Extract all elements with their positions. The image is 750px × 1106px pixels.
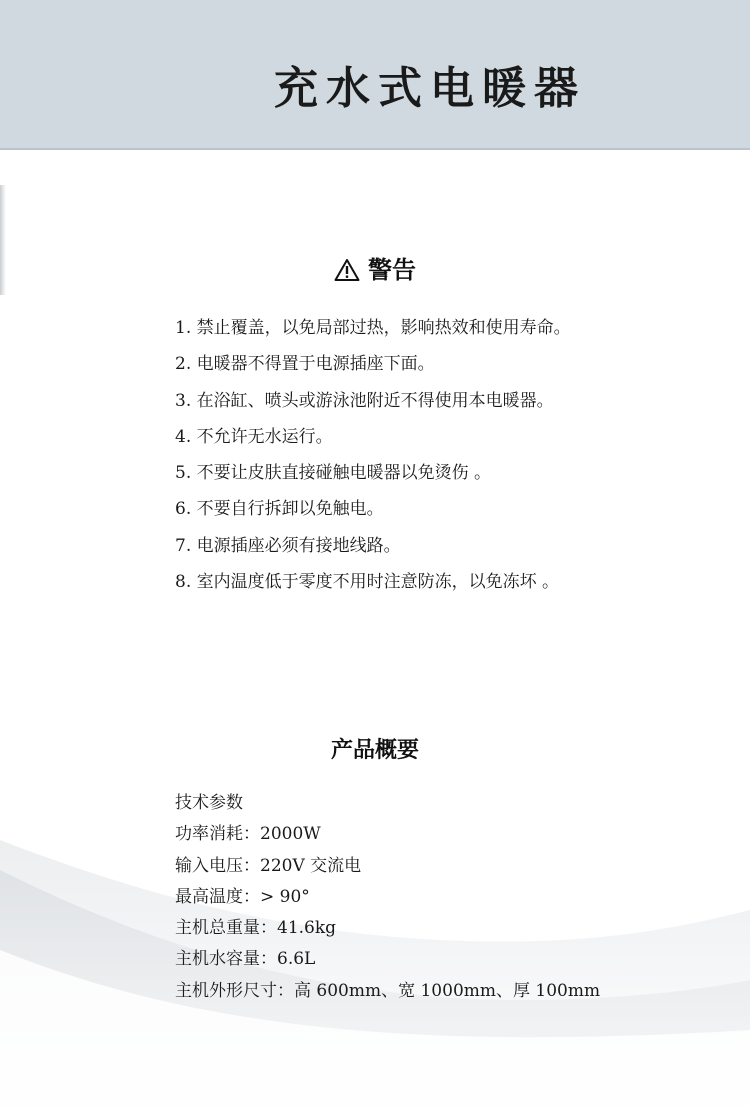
overview-heading: 产品概要 <box>330 738 419 763</box>
warning-item: 4. 不允许无水运行。 <box>175 426 333 447</box>
warning-heading <box>0 250 750 288</box>
warning-item: 7. 电源插座必须有接地线路。 <box>175 535 401 556</box>
warning-item: 8. 室内温度低于零度不用时注意防冻，以免冻坏 。 <box>175 572 560 593</box>
spec-row: 最高温度：> 90° <box>175 886 310 907</box>
spec-row: 主机水容量：6.6L <box>175 949 316 970</box>
spec-block <box>175 788 735 1007</box>
warning-list <box>175 313 735 603</box>
spec-row: 功率消耗：2000W <box>175 824 321 845</box>
spec-row: 输入电压：220V 交流电 <box>175 855 362 876</box>
warning-item: 3. 在浴缸、喷头或游泳池附近不得使用本电暖器。 <box>175 390 554 411</box>
warning-item: 5. 不要让皮肤直接碰触电暖器以免烫伤 。 <box>175 463 492 484</box>
warning-heading-label: 警告 <box>368 256 416 284</box>
spec-row: 主机外形尺寸：高 600mm、宽 1000mm、厚 100mm <box>175 980 601 1001</box>
warning-item: 1. 禁止覆盖，以免局部过热，影响热效和使用寿命。 <box>175 318 571 338</box>
warning-item: 6. 不要自行拆卸以免触电。 <box>175 499 384 520</box>
warning-item: 2. 电暖器不得置于电源插座下面。 <box>175 354 435 375</box>
warning-triangle-icon <box>334 258 360 288</box>
page-title: 充水式电暖器 <box>274 63 586 114</box>
spec-row: 主机总重量：41.6kg <box>175 918 337 939</box>
spec-title: 技术参数 <box>175 793 243 813</box>
